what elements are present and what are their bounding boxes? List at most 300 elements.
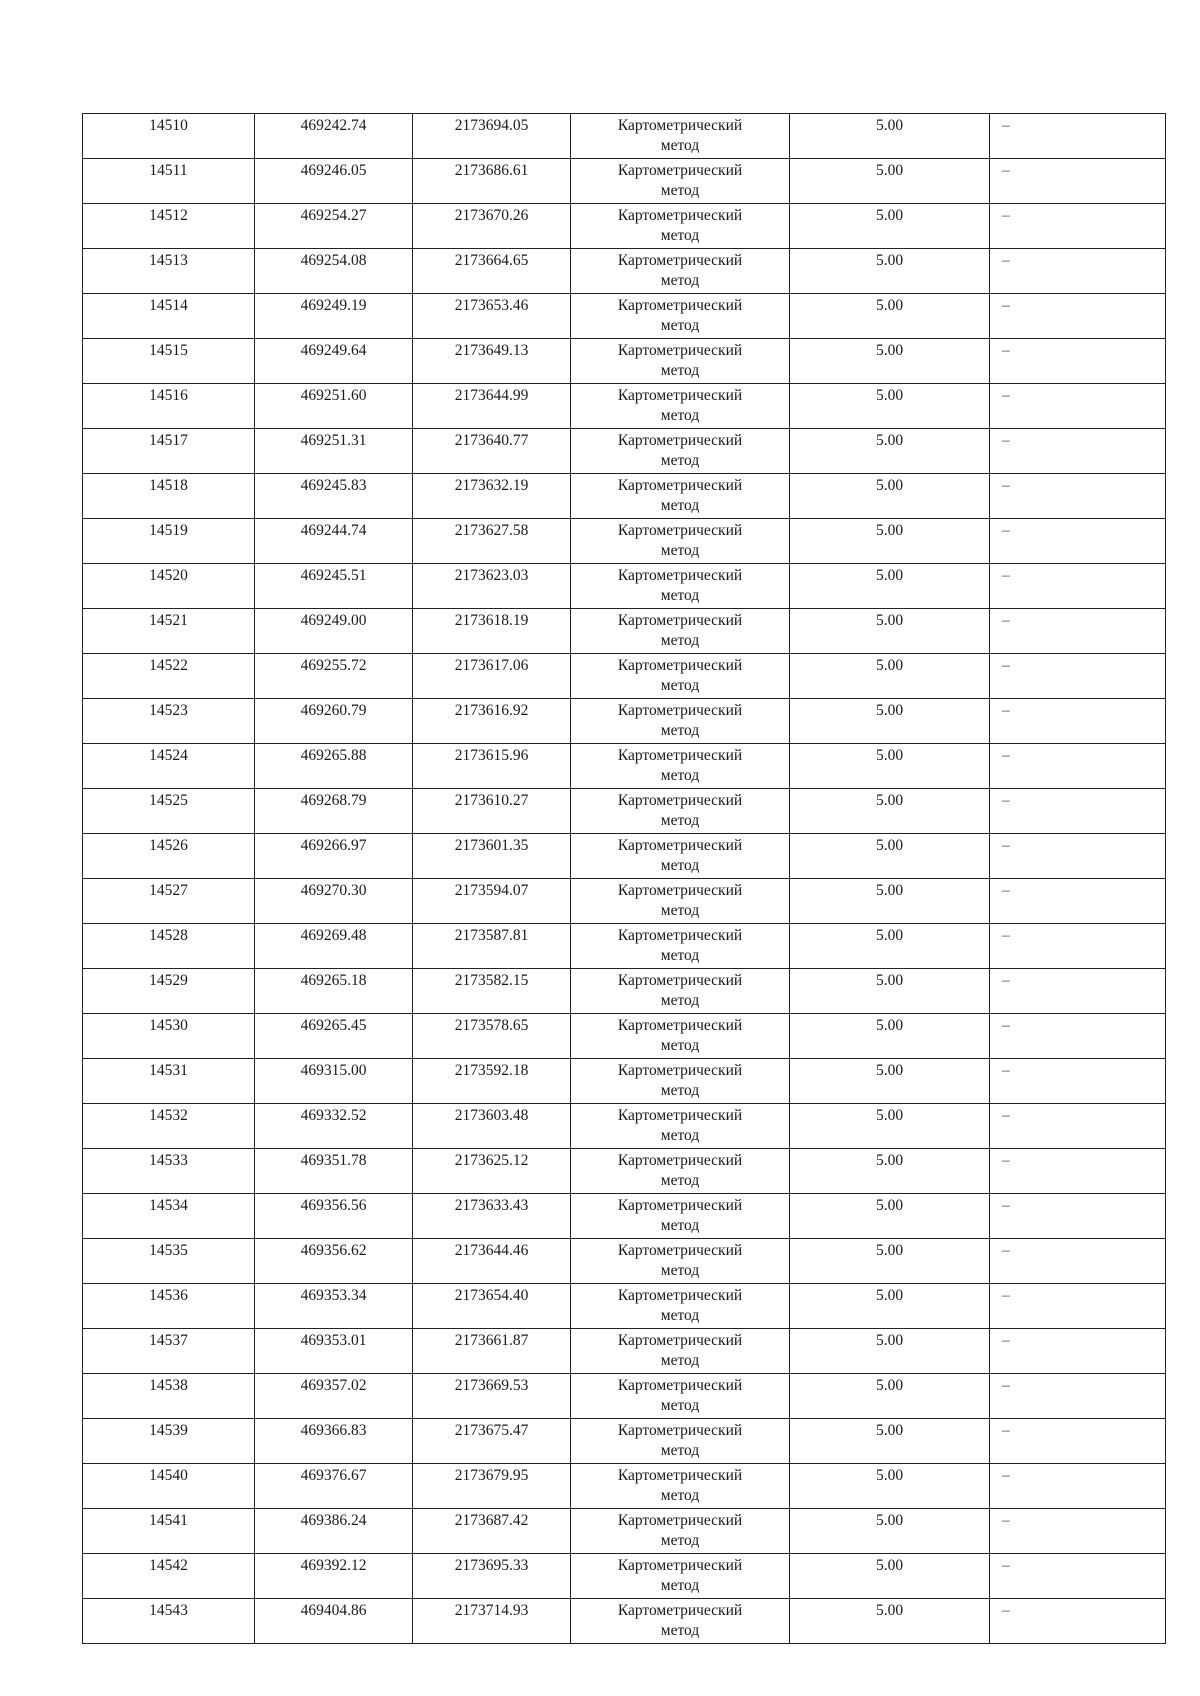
method-label-line2: метод	[660, 767, 700, 784]
method-label-line1: Картометрический	[617, 297, 743, 314]
table-row	[83, 1599, 1166, 1644]
note-cell: –	[990, 1374, 1166, 1419]
precision-cell: 5.00	[790, 114, 990, 159]
y-coordinate-cell: 2173582.15	[413, 969, 571, 1014]
method-label-line2: метод	[660, 137, 700, 154]
y-coordinate-cell: 2173625.12	[413, 1149, 571, 1194]
method-label-line1: Картометрический	[617, 252, 743, 269]
note-cell: –	[990, 114, 1166, 159]
precision-cell: 5.00	[790, 1599, 990, 1644]
y-coordinate-cell: 2173632.19	[413, 474, 571, 519]
method-label-line1: Картометрический	[617, 1332, 743, 1349]
note-cell: –	[990, 1194, 1166, 1239]
x-coordinate-cell: 469254.27	[255, 204, 413, 249]
note-cell: –	[990, 1599, 1166, 1644]
method-cell	[571, 1509, 790, 1554]
note-cell: –	[990, 1149, 1166, 1194]
coordinates-table	[82, 113, 1166, 1644]
note-cell: –	[990, 159, 1166, 204]
point-number-cell: 14520	[83, 564, 255, 609]
point-number-cell: 14533	[83, 1149, 255, 1194]
table-row	[83, 699, 1166, 744]
method-label-line1: Картометрический	[617, 1242, 743, 1259]
method-cell	[571, 1194, 790, 1239]
table-row	[83, 609, 1166, 654]
x-coordinate-cell: 469251.31	[255, 429, 413, 474]
table-row	[83, 1419, 1166, 1464]
note-cell: –	[990, 384, 1166, 429]
point-number-cell: 14524	[83, 744, 255, 789]
x-coordinate-cell: 469268.79	[255, 789, 413, 834]
method-cell	[571, 1464, 790, 1509]
method-label-line2: метод	[660, 1622, 700, 1639]
x-coordinate-cell: 469353.34	[255, 1284, 413, 1329]
method-cell	[571, 609, 790, 654]
method-cell	[571, 249, 790, 294]
table-row	[83, 1059, 1166, 1104]
x-coordinate-cell: 469254.08	[255, 249, 413, 294]
method-label-line1: Картометрический	[617, 1197, 743, 1214]
table-row	[83, 969, 1166, 1014]
table-row	[83, 1239, 1166, 1284]
method-cell	[571, 1554, 790, 1599]
table-row	[83, 1014, 1166, 1059]
table-row	[83, 204, 1166, 249]
method-label-line1: Картометрический	[617, 747, 743, 764]
x-coordinate-cell: 469356.62	[255, 1239, 413, 1284]
x-coordinate-cell: 469265.18	[255, 969, 413, 1014]
y-coordinate-cell: 2173686.61	[413, 159, 571, 204]
y-coordinate-cell: 2173653.46	[413, 294, 571, 339]
x-coordinate-cell: 469315.00	[255, 1059, 413, 1104]
method-label-line2: метод	[660, 1127, 700, 1144]
note-cell: –	[990, 249, 1166, 294]
method-label-line1: Картометрический	[617, 567, 743, 584]
table-row	[83, 159, 1166, 204]
point-number-cell: 14517	[83, 429, 255, 474]
method-cell	[571, 204, 790, 249]
method-label-line1: Картометрический	[617, 162, 743, 179]
precision-cell: 5.00	[790, 159, 990, 204]
y-coordinate-cell: 2173675.47	[413, 1419, 571, 1464]
method-label-line2: метод	[660, 317, 700, 334]
x-coordinate-cell: 469332.52	[255, 1104, 413, 1149]
precision-cell: 5.00	[790, 1419, 990, 1464]
method-label-line2: метод	[660, 1307, 700, 1324]
y-coordinate-cell: 2173694.05	[413, 114, 571, 159]
table-row	[83, 564, 1166, 609]
method-label-line1: Картометрический	[617, 477, 743, 494]
note-cell: –	[990, 1419, 1166, 1464]
method-label-line2: метод	[660, 947, 700, 964]
table-row	[83, 744, 1166, 789]
method-label-line1: Картометрический	[617, 1557, 743, 1574]
method-cell	[571, 1329, 790, 1374]
method-label-line2: метод	[660, 1172, 700, 1189]
y-coordinate-cell: 2173618.19	[413, 609, 571, 654]
table-row	[83, 1554, 1166, 1599]
method-cell	[571, 834, 790, 879]
precision-cell: 5.00	[790, 1194, 990, 1239]
table-row	[83, 294, 1166, 339]
point-number-cell: 14540	[83, 1464, 255, 1509]
precision-cell: 5.00	[790, 789, 990, 834]
method-label-line1: Картометрический	[617, 1287, 743, 1304]
table-row	[83, 519, 1166, 564]
method-label-line1: Картометрический	[617, 522, 743, 539]
x-coordinate-cell: 469242.74	[255, 114, 413, 159]
point-number-cell: 14523	[83, 699, 255, 744]
method-label-line2: метод	[660, 992, 700, 1009]
x-coordinate-cell: 469356.56	[255, 1194, 413, 1239]
precision-cell: 5.00	[790, 1284, 990, 1329]
precision-cell: 5.00	[790, 834, 990, 879]
method-label-line2: метод	[660, 362, 700, 379]
method-label-line2: метод	[660, 1262, 700, 1279]
method-cell	[571, 1059, 790, 1104]
x-coordinate-cell: 469260.79	[255, 699, 413, 744]
method-label-line2: метод	[660, 677, 700, 694]
method-label-line1: Картометрический	[617, 1107, 743, 1124]
method-label-line2: метод	[660, 812, 700, 829]
table-row	[83, 834, 1166, 879]
table-row	[83, 1149, 1166, 1194]
method-cell	[571, 924, 790, 969]
note-cell: –	[990, 834, 1166, 879]
x-coordinate-cell: 469353.01	[255, 1329, 413, 1374]
table-row	[83, 1284, 1166, 1329]
precision-cell: 5.00	[790, 429, 990, 474]
method-cell	[571, 1284, 790, 1329]
precision-cell: 5.00	[790, 339, 990, 384]
method-label-line2: метод	[660, 1442, 700, 1459]
method-label-line1: Картометрический	[617, 1422, 743, 1439]
note-cell: –	[990, 1014, 1166, 1059]
precision-cell: 5.00	[790, 1329, 990, 1374]
point-number-cell: 14521	[83, 609, 255, 654]
precision-cell: 5.00	[790, 1464, 990, 1509]
method-label-line2: метод	[660, 587, 700, 604]
table-row	[83, 429, 1166, 474]
method-cell	[571, 1419, 790, 1464]
y-coordinate-cell: 2173594.07	[413, 879, 571, 924]
point-number-cell: 14529	[83, 969, 255, 1014]
method-cell	[571, 1104, 790, 1149]
x-coordinate-cell: 469386.24	[255, 1509, 413, 1554]
x-coordinate-cell: 469251.60	[255, 384, 413, 429]
method-cell	[571, 789, 790, 834]
method-label-line1: Картометрический	[617, 927, 743, 944]
precision-cell: 5.00	[790, 879, 990, 924]
coordinates-table-body	[83, 114, 1166, 1644]
method-label-line1: Картометрический	[617, 1017, 743, 1034]
note-cell: –	[990, 744, 1166, 789]
method-label-line2: метод	[660, 1352, 700, 1369]
y-coordinate-cell: 2173664.65	[413, 249, 571, 294]
precision-cell: 5.00	[790, 1554, 990, 1599]
method-label-line1: Картометрический	[617, 1467, 743, 1484]
point-number-cell: 14537	[83, 1329, 255, 1374]
method-label-line2: метод	[660, 632, 700, 649]
precision-cell: 5.00	[790, 744, 990, 789]
method-cell	[571, 744, 790, 789]
precision-cell: 5.00	[790, 1014, 990, 1059]
point-number-cell: 14511	[83, 159, 255, 204]
y-coordinate-cell: 2173627.58	[413, 519, 571, 564]
method-label-line1: Картометрический	[617, 432, 743, 449]
table-row	[83, 339, 1166, 384]
point-number-cell: 14534	[83, 1194, 255, 1239]
y-coordinate-cell: 2173587.81	[413, 924, 571, 969]
y-coordinate-cell: 2173644.99	[413, 384, 571, 429]
point-number-cell: 14531	[83, 1059, 255, 1104]
point-number-cell: 14518	[83, 474, 255, 519]
point-number-cell: 14543	[83, 1599, 255, 1644]
method-cell	[571, 519, 790, 564]
note-cell: –	[990, 1329, 1166, 1374]
y-coordinate-cell: 2173687.42	[413, 1509, 571, 1554]
precision-cell: 5.00	[790, 654, 990, 699]
x-coordinate-cell: 469249.19	[255, 294, 413, 339]
y-coordinate-cell: 2173661.87	[413, 1329, 571, 1374]
note-cell: –	[990, 654, 1166, 699]
method-cell	[571, 654, 790, 699]
method-label-line1: Картометрический	[617, 612, 743, 629]
method-cell	[571, 1374, 790, 1419]
table-row	[83, 924, 1166, 969]
method-label-line1: Картометрический	[617, 1062, 743, 1079]
method-cell	[571, 969, 790, 1014]
y-coordinate-cell: 2173633.43	[413, 1194, 571, 1239]
table-row	[83, 1329, 1166, 1374]
precision-cell: 5.00	[790, 1509, 990, 1554]
note-cell: –	[990, 204, 1166, 249]
note-cell: –	[990, 519, 1166, 564]
point-number-cell: 14513	[83, 249, 255, 294]
point-number-cell: 14536	[83, 1284, 255, 1329]
x-coordinate-cell: 469249.64	[255, 339, 413, 384]
point-number-cell: 14515	[83, 339, 255, 384]
note-cell: –	[990, 474, 1166, 519]
x-coordinate-cell: 469266.97	[255, 834, 413, 879]
method-label-line1: Картометрический	[617, 972, 743, 989]
method-label-line2: метод	[660, 1217, 700, 1234]
note-cell: –	[990, 429, 1166, 474]
note-cell: –	[990, 294, 1166, 339]
note-cell: –	[990, 339, 1166, 384]
note-cell: –	[990, 1059, 1166, 1104]
point-number-cell: 14528	[83, 924, 255, 969]
method-label-line1: Картометрический	[617, 1602, 743, 1619]
table-row	[83, 654, 1166, 699]
y-coordinate-cell: 2173610.27	[413, 789, 571, 834]
point-number-cell: 14530	[83, 1014, 255, 1059]
x-coordinate-cell: 469265.45	[255, 1014, 413, 1059]
point-number-cell: 14525	[83, 789, 255, 834]
precision-cell: 5.00	[790, 564, 990, 609]
method-label-line2: метод	[660, 1082, 700, 1099]
method-label-line1: Картометрический	[617, 657, 743, 674]
table-row	[83, 114, 1166, 159]
point-number-cell: 14539	[83, 1419, 255, 1464]
x-coordinate-cell: 469392.12	[255, 1554, 413, 1599]
precision-cell: 5.00	[790, 294, 990, 339]
method-cell	[571, 1599, 790, 1644]
x-coordinate-cell: 469245.51	[255, 564, 413, 609]
method-label-line1: Картометрический	[617, 837, 743, 854]
point-number-cell: 14526	[83, 834, 255, 879]
precision-cell: 5.00	[790, 699, 990, 744]
y-coordinate-cell: 2173601.35	[413, 834, 571, 879]
method-label-line1: Картометрический	[617, 342, 743, 359]
y-coordinate-cell: 2173669.53	[413, 1374, 571, 1419]
method-label-line1: Картометрический	[617, 702, 743, 719]
method-label-line2: метод	[660, 1577, 700, 1594]
x-coordinate-cell: 469404.86	[255, 1599, 413, 1644]
note-cell: –	[990, 1104, 1166, 1149]
method-cell	[571, 1239, 790, 1284]
table-row	[83, 384, 1166, 429]
method-label-line1: Картометрический	[617, 117, 743, 134]
note-cell: –	[990, 1239, 1166, 1284]
table-row	[83, 879, 1166, 924]
y-coordinate-cell: 2173640.77	[413, 429, 571, 474]
method-label-line2: метод	[660, 857, 700, 874]
table-row	[83, 1464, 1166, 1509]
method-cell	[571, 114, 790, 159]
precision-cell: 5.00	[790, 249, 990, 294]
method-label-line2: метод	[660, 227, 700, 244]
note-cell: –	[990, 564, 1166, 609]
note-cell: –	[990, 1554, 1166, 1599]
precision-cell: 5.00	[790, 519, 990, 564]
method-label-line1: Картометрический	[617, 1512, 743, 1529]
y-coordinate-cell: 2173670.26	[413, 204, 571, 249]
method-label-line2: метод	[660, 1397, 700, 1414]
note-cell: –	[990, 924, 1166, 969]
point-number-cell: 14535	[83, 1239, 255, 1284]
precision-cell: 5.00	[790, 924, 990, 969]
y-coordinate-cell: 2173644.46	[413, 1239, 571, 1284]
x-coordinate-cell: 469255.72	[255, 654, 413, 699]
y-coordinate-cell: 2173695.33	[413, 1554, 571, 1599]
y-coordinate-cell: 2173615.96	[413, 744, 571, 789]
x-coordinate-cell: 469245.83	[255, 474, 413, 519]
y-coordinate-cell: 2173578.65	[413, 1014, 571, 1059]
table-row	[83, 1104, 1166, 1149]
point-number-cell: 14516	[83, 384, 255, 429]
table-row	[83, 249, 1166, 294]
method-label-line2: метод	[660, 1487, 700, 1504]
table-row	[83, 789, 1166, 834]
method-label-line1: Картометрический	[617, 882, 743, 899]
note-cell: –	[990, 969, 1166, 1014]
note-cell: –	[990, 699, 1166, 744]
method-label-line2: метод	[660, 407, 700, 424]
point-number-cell: 14542	[83, 1554, 255, 1599]
y-coordinate-cell: 2173617.06	[413, 654, 571, 699]
precision-cell: 5.00	[790, 384, 990, 429]
method-label-line2: метод	[660, 1037, 700, 1054]
y-coordinate-cell: 2173616.92	[413, 699, 571, 744]
x-coordinate-cell: 469357.02	[255, 1374, 413, 1419]
y-coordinate-cell: 2173623.03	[413, 564, 571, 609]
method-cell	[571, 429, 790, 474]
method-cell	[571, 294, 790, 339]
method-label-line2: метод	[660, 497, 700, 514]
method-cell	[571, 384, 790, 429]
note-cell: –	[990, 789, 1166, 834]
precision-cell: 5.00	[790, 1104, 990, 1149]
point-number-cell: 14522	[83, 654, 255, 699]
x-coordinate-cell: 469269.48	[255, 924, 413, 969]
method-label-line1: Картометрический	[617, 207, 743, 224]
method-label-line2: метод	[660, 722, 700, 739]
precision-cell: 5.00	[790, 1239, 990, 1284]
table-row	[83, 1509, 1166, 1554]
y-coordinate-cell: 2173654.40	[413, 1284, 571, 1329]
point-number-cell: 14538	[83, 1374, 255, 1419]
method-label-line2: метод	[660, 272, 700, 289]
y-coordinate-cell: 2173603.48	[413, 1104, 571, 1149]
x-coordinate-cell: 469366.83	[255, 1419, 413, 1464]
x-coordinate-cell: 469265.88	[255, 744, 413, 789]
precision-cell: 5.00	[790, 1374, 990, 1419]
x-coordinate-cell: 469246.05	[255, 159, 413, 204]
y-coordinate-cell: 2173714.93	[413, 1599, 571, 1644]
precision-cell: 5.00	[790, 609, 990, 654]
point-number-cell: 14532	[83, 1104, 255, 1149]
method-label-line1: Картометрический	[617, 1377, 743, 1394]
note-cell: –	[990, 879, 1166, 924]
precision-cell: 5.00	[790, 969, 990, 1014]
y-coordinate-cell: 2173679.95	[413, 1464, 571, 1509]
x-coordinate-cell: 469244.74	[255, 519, 413, 564]
table-row	[83, 1374, 1166, 1419]
precision-cell: 5.00	[790, 474, 990, 519]
method-cell	[571, 339, 790, 384]
point-number-cell: 14514	[83, 294, 255, 339]
method-cell	[571, 564, 790, 609]
precision-cell: 5.00	[790, 1149, 990, 1194]
method-cell	[571, 474, 790, 519]
note-cell: –	[990, 1284, 1166, 1329]
y-coordinate-cell: 2173592.18	[413, 1059, 571, 1104]
point-number-cell: 14512	[83, 204, 255, 249]
precision-cell: 5.00	[790, 204, 990, 249]
point-number-cell: 14519	[83, 519, 255, 564]
x-coordinate-cell: 469270.30	[255, 879, 413, 924]
note-cell: –	[990, 1464, 1166, 1509]
note-cell: –	[990, 1509, 1166, 1554]
method-label-line2: метод	[660, 542, 700, 559]
method-cell	[571, 1014, 790, 1059]
method-label-line1: Картометрический	[617, 792, 743, 809]
x-coordinate-cell: 469376.67	[255, 1464, 413, 1509]
method-cell	[571, 159, 790, 204]
table-row	[83, 474, 1166, 519]
x-coordinate-cell: 469249.00	[255, 609, 413, 654]
method-label-line2: метод	[660, 1532, 700, 1549]
method-label-line2: метод	[660, 182, 700, 199]
y-coordinate-cell: 2173649.13	[413, 339, 571, 384]
point-number-cell: 14510	[83, 114, 255, 159]
note-cell: –	[990, 609, 1166, 654]
method-label-line1: Картометрический	[617, 1152, 743, 1169]
method-cell	[571, 879, 790, 924]
method-cell	[571, 1149, 790, 1194]
method-label-line2: метод	[660, 902, 700, 919]
